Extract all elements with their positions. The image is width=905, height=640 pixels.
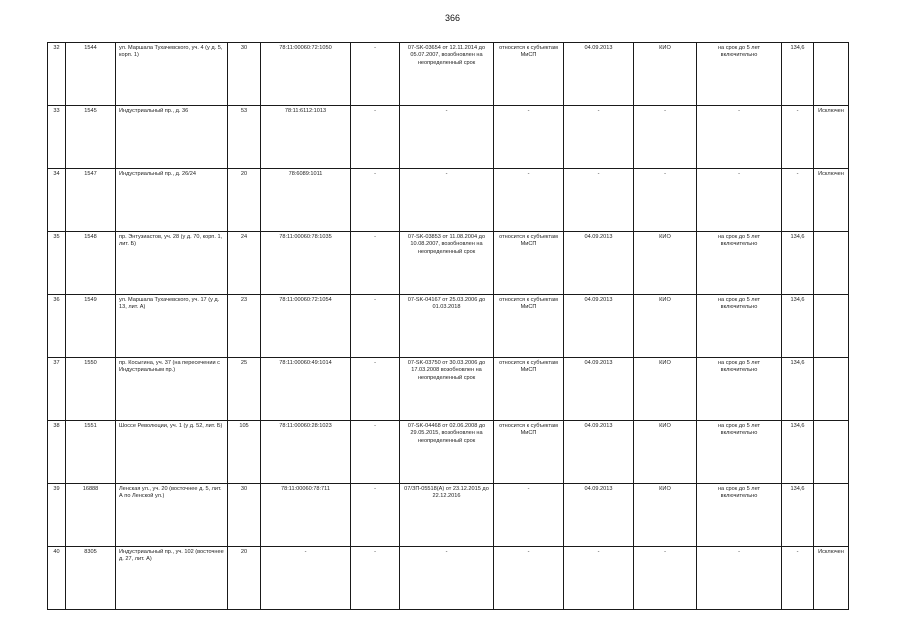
msp-relation-cell: относится к субъектам МиСП (494, 421, 564, 484)
row-number: 37 (48, 358, 66, 421)
table-row (48, 169, 849, 232)
empty-column-cell: - (351, 295, 400, 358)
date-cell: - (564, 169, 634, 232)
msp-relation-cell: - (494, 484, 564, 547)
cadastral-number-cell: - (261, 547, 351, 610)
contract-cell: 07-SK-04167 от 25.03.2006 до 01.03.2018 (400, 295, 494, 358)
organization-cell: КИО (634, 358, 697, 421)
table-row (48, 547, 849, 610)
note-cell: Исключен (814, 547, 849, 610)
empty-column-cell: - (351, 43, 400, 106)
organization-cell: - (634, 547, 697, 610)
page-number: 366 (444, 13, 461, 23)
date-cell: 04.09.2013 (564, 358, 634, 421)
area-cell: 25 (228, 358, 261, 421)
object-id: 16888 (66, 484, 116, 547)
organization-cell: КИО (634, 484, 697, 547)
term-cell: на срок до 5 лет включительно (697, 358, 782, 421)
empty-column-cell: - (351, 106, 400, 169)
area2-cell: - (782, 106, 814, 169)
address-cell: ул. Маршала Тухачевского, уч. 17 (у д. 13, лит. А) (116, 295, 228, 358)
date-cell: 04.09.2013 (564, 232, 634, 295)
area-cell: 20 (228, 169, 261, 232)
term-cell: - (697, 169, 782, 232)
cadastral-number-cell: 78:11:00060:28:1023 (261, 421, 351, 484)
contract-cell: - (400, 547, 494, 610)
empty-column-cell: - (351, 358, 400, 421)
date-cell: 04.09.2013 (564, 295, 634, 358)
area2-cell: 134,6 (782, 295, 814, 358)
area2-cell: - (782, 169, 814, 232)
area2-cell: - (782, 547, 814, 610)
msp-relation-cell: - (494, 106, 564, 169)
address-cell: Шоссе Революции, уч. 1 (у д. 52, лит. Б) (116, 421, 228, 484)
cadastral-number-cell: 78:11:00060:72:1054 (261, 295, 351, 358)
date-cell: 04.09.2013 (564, 421, 634, 484)
address-cell: ул. Маршала Тухачевского, уч. 4 (у д. 5, корп. 1) (116, 43, 228, 106)
msp-relation-cell: - (494, 169, 564, 232)
note-cell (814, 43, 849, 106)
organization-cell: КИО (634, 295, 697, 358)
msp-relation-cell: относится к субъектам МиСП (494, 358, 564, 421)
table-row (48, 484, 849, 547)
table-row (48, 421, 849, 484)
empty-column-cell: - (351, 421, 400, 484)
msp-relation-cell: - (494, 547, 564, 610)
object-id: 1544 (66, 43, 116, 106)
object-id: 8305 (66, 547, 116, 610)
table-row (48, 43, 849, 106)
row-number: 33 (48, 106, 66, 169)
area-cell: 105 (228, 421, 261, 484)
date-cell: 04.09.2013 (564, 484, 634, 547)
area2-cell: 134,6 (782, 421, 814, 484)
cadastral-number-cell: 78:11:00060:78:1035 (261, 232, 351, 295)
row-number: 38 (48, 421, 66, 484)
object-id: 1548 (66, 232, 116, 295)
address-cell: пр. Энтузиастов, уч. 28 (у д. 70, корп. 1, лит. Б) (116, 232, 228, 295)
contract-cell: 07-SK-03853 от 11.08.2004 до 10.08.2007, возобновлен на неопределенный срок (400, 232, 494, 295)
area2-cell: 134,6 (782, 484, 814, 547)
organization-cell: КИО (634, 43, 697, 106)
object-id: 1547 (66, 169, 116, 232)
area2-cell: 134,6 (782, 232, 814, 295)
row-number: 35 (48, 232, 66, 295)
empty-column-cell: - (351, 232, 400, 295)
table-row (48, 232, 849, 295)
note-cell (814, 421, 849, 484)
contract-cell: 07-SK-03654 от 12.11.2014 до 05.07.2007, возобновлен на неопределенный срок (400, 43, 494, 106)
cadastral-number-cell: 78:11:00060:78:711 (261, 484, 351, 547)
row-number: 36 (48, 295, 66, 358)
empty-column-cell: - (351, 169, 400, 232)
area-cell: 24 (228, 232, 261, 295)
contract-cell: 07/ЗП-05518(А) от 23.12.2015 до 22.12.2016 (400, 484, 494, 547)
note-cell (814, 295, 849, 358)
area2-cell: 134,6 (782, 358, 814, 421)
organization-cell: КИО (634, 421, 697, 484)
row-number: 32 (48, 43, 66, 106)
date-cell: - (564, 106, 634, 169)
table-row (48, 358, 849, 421)
area-cell: 30 (228, 43, 261, 106)
term-cell: на срок до 5 лет включительно (697, 484, 782, 547)
msp-relation-cell: относится к субъектам МиСП (494, 232, 564, 295)
term-cell: на срок до 5 лет включительно (697, 295, 782, 358)
address-cell: Индустриальный пр., д. 36 (116, 106, 228, 169)
note-cell: Исключен (814, 106, 849, 169)
registry-table (47, 42, 849, 610)
address-cell: пр. Косыгина, уч. 37 (на пересечении с Индустриальным пр.) (116, 358, 228, 421)
msp-relation-cell: относится к субъектам МиСП (494, 43, 564, 106)
term-cell: - (697, 547, 782, 610)
object-id: 1551 (66, 421, 116, 484)
msp-relation-cell: относится к субъектам МиСП (494, 295, 564, 358)
contract-cell: - (400, 106, 494, 169)
row-number: 39 (48, 484, 66, 547)
table-row (48, 106, 849, 169)
organization-cell: КИО (634, 232, 697, 295)
term-cell: на срок до 5 лет включительно (697, 421, 782, 484)
object-id: 1549 (66, 295, 116, 358)
term-cell: на срок до 5 лет включительно (697, 232, 782, 295)
address-cell: Индустриальный пр., д. 26/24 (116, 169, 228, 232)
organization-cell: - (634, 169, 697, 232)
contract-cell: 07-SK-03750 от 30.03.2006 до 17.03.2008 возобновлен на неопределенный срок (400, 358, 494, 421)
cadastral-number-cell: 78:11:6112:1013 (261, 106, 351, 169)
cadastral-number-cell: 78:6089:1011 (261, 169, 351, 232)
row-number: 34 (48, 169, 66, 232)
address-cell: Индустриальный пр., уч. 102 (восточнее д. 27, лит. А) (116, 547, 228, 610)
area-cell: 30 (228, 484, 261, 547)
area-cell: 20 (228, 547, 261, 610)
table-row (48, 295, 849, 358)
contract-cell: - (400, 169, 494, 232)
area-cell: 23 (228, 295, 261, 358)
date-cell: 04.09.2013 (564, 43, 634, 106)
row-number: 40 (48, 547, 66, 610)
note-cell (814, 358, 849, 421)
area-cell: 53 (228, 106, 261, 169)
empty-column-cell: - (351, 547, 400, 610)
contract-cell: 07-SK-04468 от 02.06.2008 до 29.05.2015, возобновлен на неопределенный срок (400, 421, 494, 484)
object-id: 1550 (66, 358, 116, 421)
date-cell: - (564, 547, 634, 610)
cadastral-number-cell: 78:11:00060:72:1050 (261, 43, 351, 106)
term-cell: - (697, 106, 782, 169)
note-cell: Исключен (814, 169, 849, 232)
note-cell (814, 484, 849, 547)
note-cell (814, 232, 849, 295)
address-cell: Ленская ул., уч. 20 (восточнее д. 5, лит. А по Ленской ул.) (116, 484, 228, 547)
cadastral-number-cell: 78:11:00060:49:1014 (261, 358, 351, 421)
term-cell: на срок до 5 лет включительно (697, 43, 782, 106)
object-id: 1545 (66, 106, 116, 169)
area2-cell: 134,6 (782, 43, 814, 106)
organization-cell: - (634, 106, 697, 169)
empty-column-cell: - (351, 484, 400, 547)
